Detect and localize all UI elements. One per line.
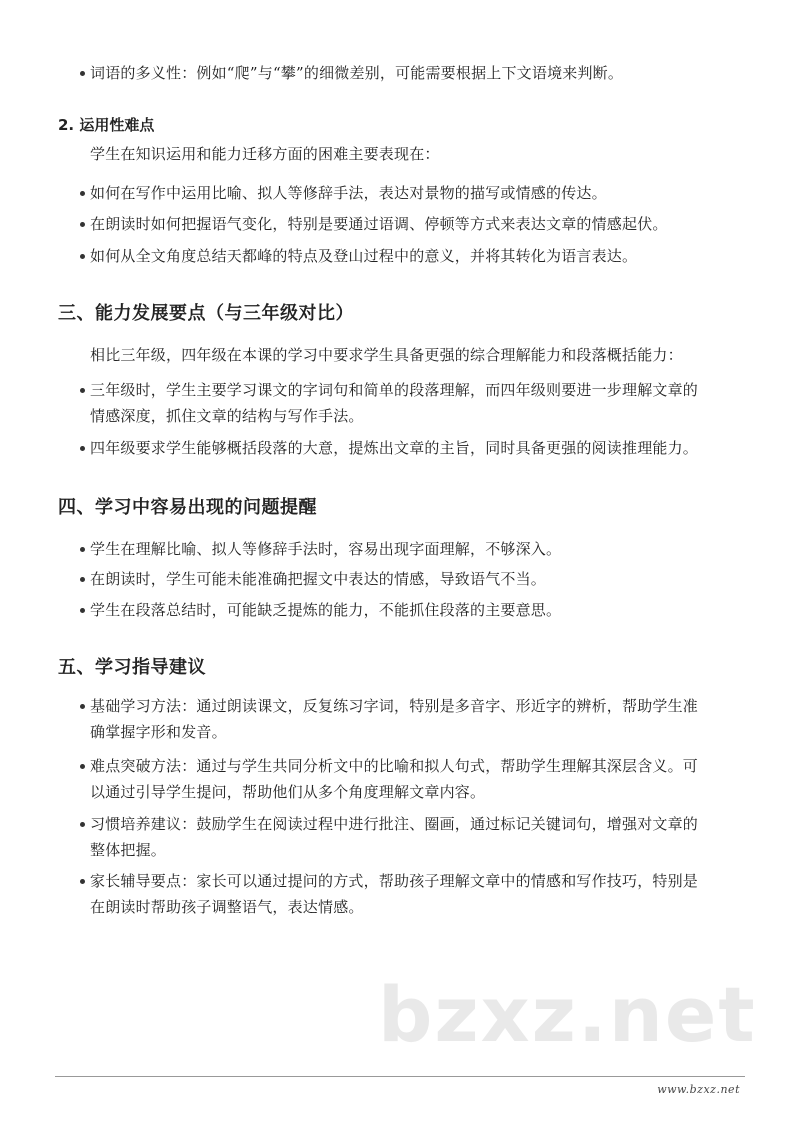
bullet-text — [90, 811, 745, 863]
bullet-item — [80, 243, 745, 269]
bullet-dot — [80, 254, 85, 259]
bullet-item — [80, 211, 745, 237]
bullet-dot — [80, 577, 85, 582]
bullet-line: 三年级时，学生主要学习课文的字词句和简单的段落理解，而四年级则要进一步理解文章的 — [90, 381, 699, 399]
bullet-item — [80, 753, 745, 805]
bullet-line: 在朗读时帮助孩子调整语气，表达情感。 — [90, 898, 364, 916]
bullet-text — [90, 868, 745, 920]
bullet-item — [80, 693, 745, 745]
bullet-line: 基础学习方法：通过朗读课文，反复练习字词，特别是多音字、形近字的辨析，帮助学生准 — [90, 697, 699, 715]
bullet-line: 确掌握字形和发音。 — [90, 723, 227, 741]
bullet-item — [80, 811, 745, 863]
bullet-text: 在朗读时，学生可能未能准确把握文中表达的情感，导致语气不当。 — [90, 570, 547, 588]
section-heading: 三、能力发展要点（与三年级对比） — [58, 303, 354, 324]
subsection-heading: 2. 运用性难点 — [58, 116, 155, 134]
footer-url: www.bzxz.net — [657, 1083, 740, 1096]
bullet-dot — [80, 879, 85, 884]
bullet-item — [80, 60, 745, 86]
bullet-dot — [80, 222, 85, 227]
bullet-item — [80, 377, 745, 429]
bullet-text: 在朗读时如何把握语气变化，特别是要通过语调、停顿等方式来表达文章的情感起伏。 — [90, 215, 668, 233]
bullet-dot — [80, 704, 85, 709]
bullet-text: 学生在段落总结时，可能缺乏提炼的能力，不能抓住段落的主要意思。 — [90, 601, 562, 619]
bullet-dot — [80, 608, 85, 613]
bullet-line: 整体把握。 — [90, 841, 167, 859]
bullet-line: 以通过引导学生提问，帮助他们从多个角度理解文章内容。 — [90, 783, 486, 801]
bullet-dot — [80, 191, 85, 196]
paragraph: 学生在知识运用和能力迁移方面的困难主要表现在： — [90, 145, 440, 163]
bullet-item — [80, 566, 745, 592]
bullet-line: 家长辅导要点：家长可以通过提问的方式，帮助孩子理解文章中的情感和写作技巧，特别是 — [90, 872, 699, 890]
bullet-text — [90, 693, 745, 745]
bullet-item — [80, 868, 745, 920]
section-heading: 四、学习中容易出现的问题提醒 — [58, 497, 317, 518]
bullet-text: 学生在理解比喻、拟人等修辞手法时，容易出现字面理解，不够深入。 — [90, 540, 562, 558]
section-heading: 五、学习指导建议 — [58, 657, 206, 678]
bullet-dot — [80, 822, 85, 827]
bullet-dot — [80, 446, 85, 451]
bullet-text: 如何在写作中运用比喻、拟人等修辞手法，表达对景物的描写或情感的传达。 — [90, 184, 607, 202]
bullet-line: 情感深度，抓住文章的结构与写作手法。 — [90, 407, 364, 425]
bullet-dot — [80, 547, 85, 552]
bullet-text: 词语的多义性：例如“爬”与“攀”的细微差别，可能需要根据上下文语境来判断。 — [90, 64, 624, 82]
bullet-text — [90, 753, 745, 805]
bullet-dot — [80, 388, 85, 393]
bullet-text — [90, 377, 745, 429]
watermark: bzxz.net — [378, 970, 757, 1059]
bullet-item — [80, 536, 745, 562]
bullet-dot — [80, 764, 85, 769]
bullet-item — [80, 435, 745, 461]
bullet-line: 难点突破方法：通过与学生共同分析文中的比喻和拟人句式，帮助学生理解其深层含义。可 — [90, 757, 699, 775]
footer-divider — [55, 1076, 745, 1077]
bullet-item — [80, 597, 745, 623]
bullet-dot — [80, 71, 85, 76]
bullet-item — [80, 180, 745, 206]
paragraph: 相比三年级，四年级在本课的学习中要求学生具备更强的综合理解能力和段落概括能力： — [90, 346, 683, 364]
bullet-line: 习惯培养建议：鼓励学生在阅读过程中进行批注、圈画，通过标记关键词句，增强对文章的 — [90, 815, 699, 833]
bullet-text: 四年级要求学生能够概括段落的大意，提炼出文章的主旨，同时具备更强的阅读推理能力。 — [90, 439, 699, 457]
bullet-text: 如何从全文角度总结天都峰的特点及登山过程中的意义，并将其转化为语言表达。 — [90, 247, 638, 265]
